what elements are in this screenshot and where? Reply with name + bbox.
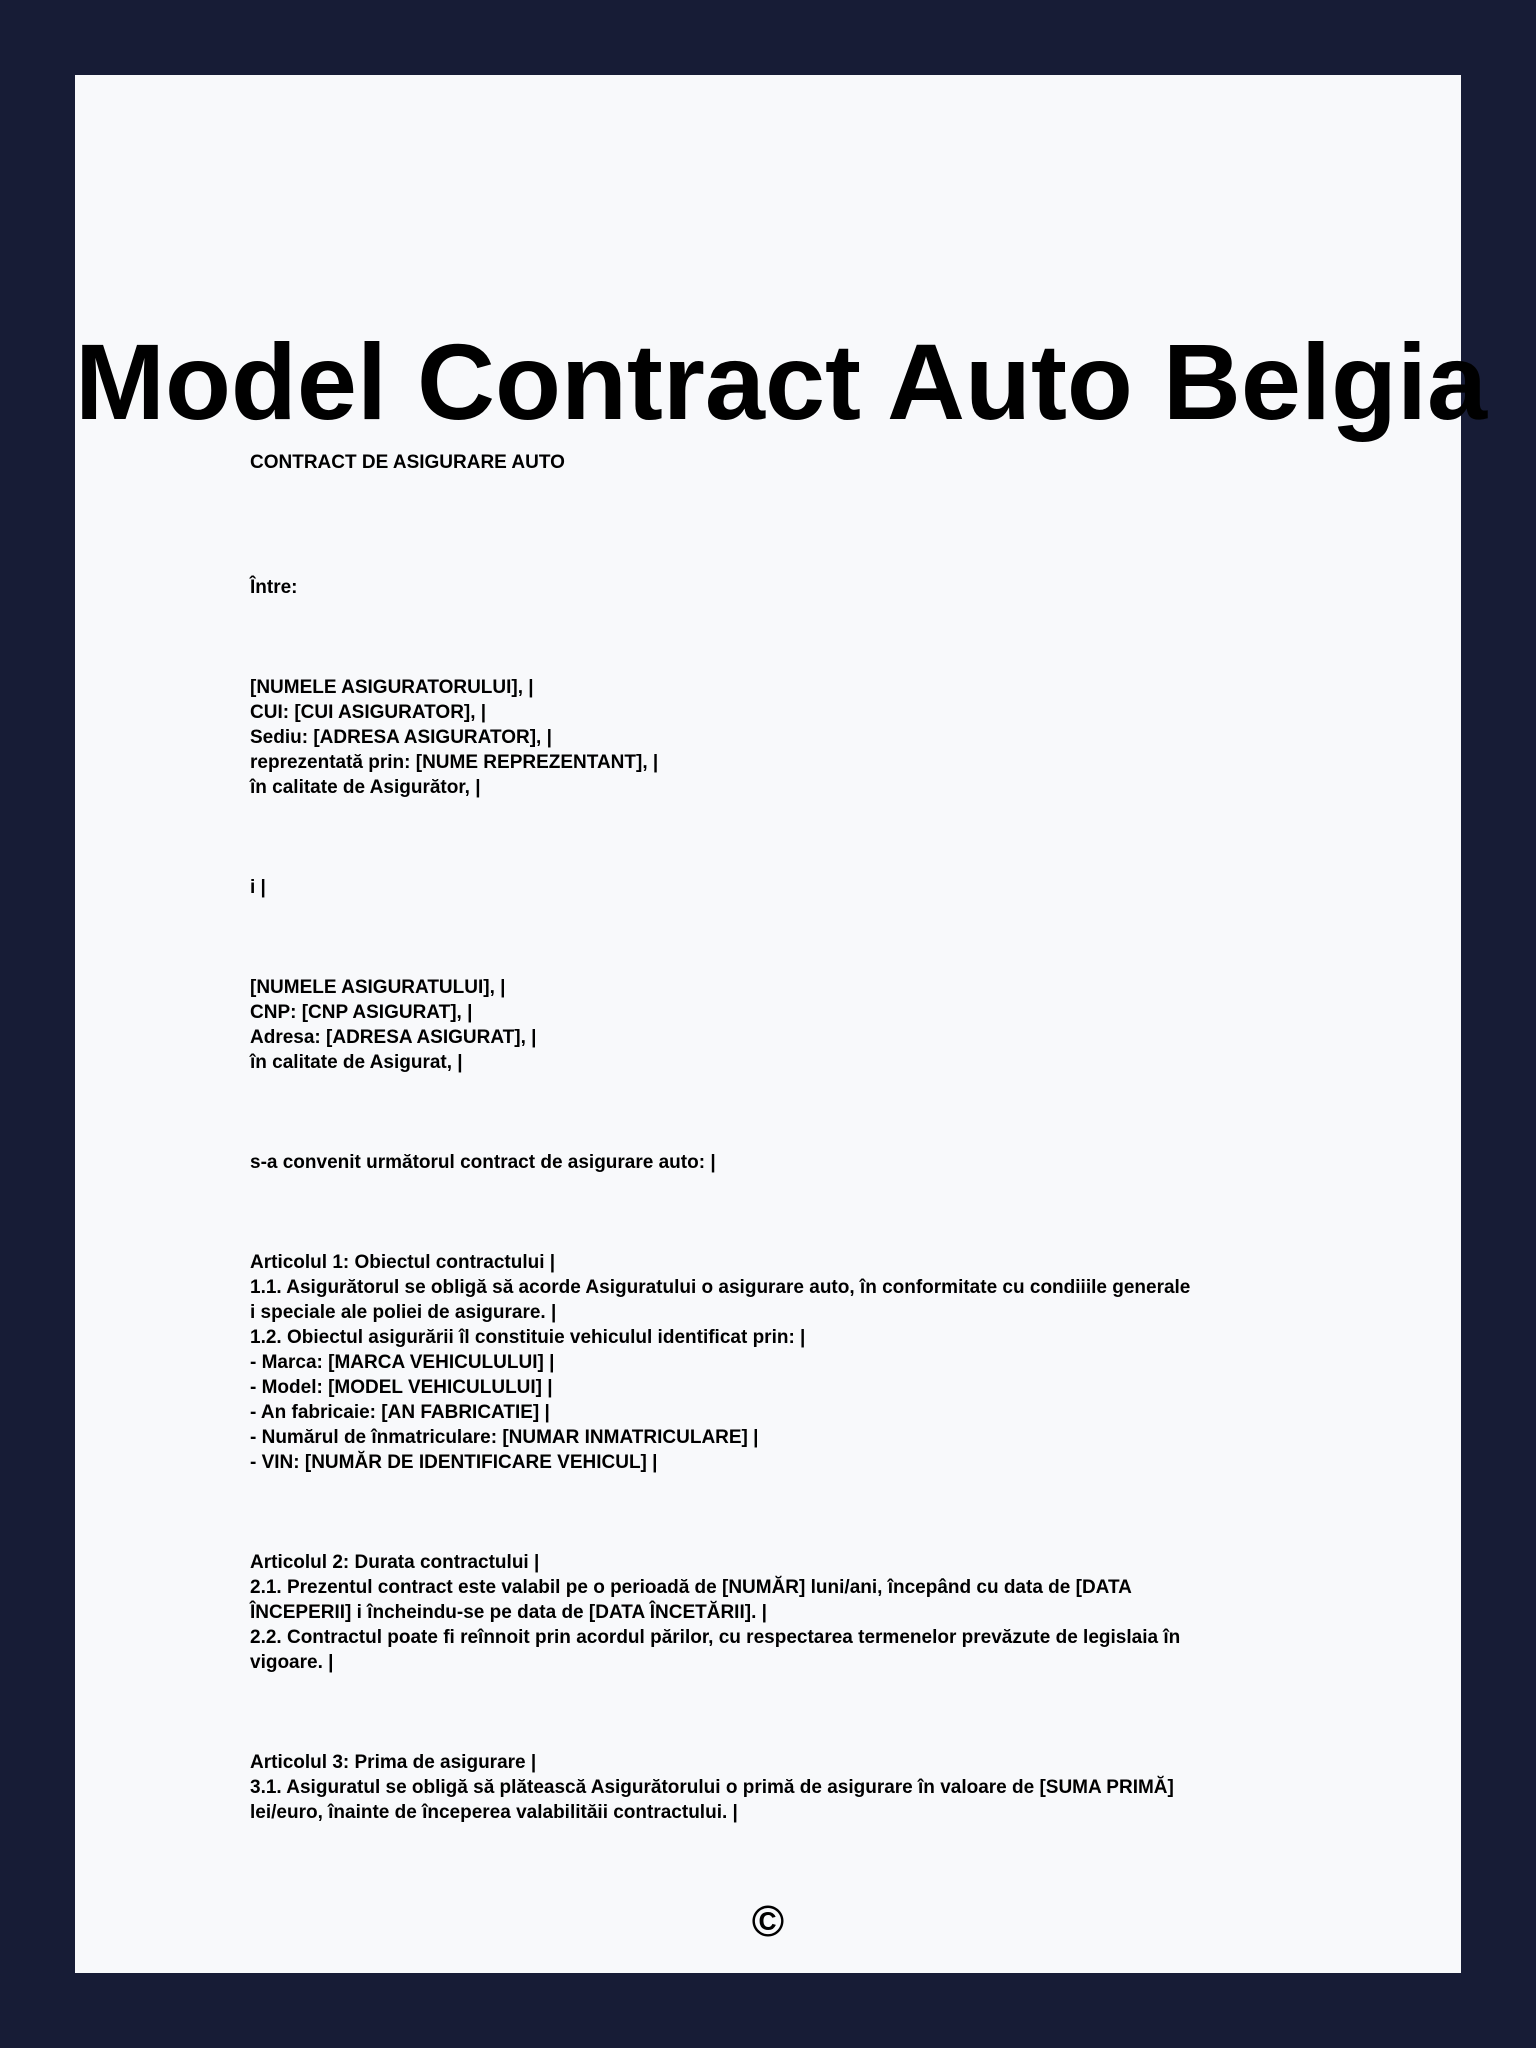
document-page [75,75,1488,1973]
copyright-icon: © [751,1897,785,1946]
article-1-line: - An fabricaie: [AN FABRICATIE] | [250,1402,550,1423]
article-1-line: - Model: [MODEL VEHICULULUI] | [250,1377,553,1398]
insured-block [250,975,1290,1075]
conjunction-text: i | [250,877,266,898]
article-3 [250,1750,1290,1825]
insurer-line: [NUMELE ASIGURATORULUI], | [250,677,534,698]
insured-line: [NUMELE ASIGURATULUI], | [250,977,506,998]
insured-line: Adresa: [ADRESA ASIGURAT], | [250,1027,537,1048]
article-2-line: ÎNCEPERII] i încheindu-se pe data de [DATA ÎNCETĂRII]. | [250,1602,767,1623]
article-1-line: i speciale ale poliei de asigurare. | [250,1302,557,1323]
insured-line: CNP: [CNP ASIGURAT], | [250,1002,473,1023]
insured-line: în calitate de Asigurat, | [250,1052,463,1073]
article-2-line: 2.1. Prezentul contract este valabil pe o perioadă de [NUMĂR] luni/ani, începând cu data de [DATA [250,1577,1132,1598]
insurer-line: în calitate de Asigurător, | [250,777,481,798]
article-2-line: 2.2. Contractul poate fi reînnoit prin acordul părilor, cu respectarea termenelor prevăzute de legislaia în [250,1627,1181,1648]
article-2-line: vigoare. | [250,1652,334,1673]
article-1-line: - Numărul de înmatriculare: [NUMAR INMATRICULARE] | [250,1427,759,1448]
article-1-line: 1.1. Asigurătorul se obligă să acorde Asiguratului o asigurare auto, în conformitate cu condiiile generale [250,1277,1191,1298]
article-3-line: 3.1. Asiguratul se obligă să plătească Asigurătorului o primă de asigurare în valoare de [SUMA PRIMĂ] [250,1777,1174,1798]
insurer-line: Sediu: [ADRESA ASIGURATOR], | [250,727,552,748]
agreement-text: s-a convenit următorul contract de asigurare auto: | [250,1152,716,1173]
article-1-line: - VIN: [NUMĂR DE IDENTIFICARE VEHICUL] | [250,1452,658,1473]
insurer-line: reprezentată prin: [NUME REPREZENTANT], | [250,752,659,773]
article-1-line: 1.2. Obiectul asigurării îl constituie vehiculul identificat prin: | [250,1327,806,1348]
article-2 [250,1550,1290,1675]
contract-heading: CONTRACT DE ASIGURARE AUTO [250,452,565,473]
intro-text: Între: [250,577,298,598]
insurer-line: CUI: [CUI ASIGURATOR], | [250,702,487,723]
article-3-line: lei/euro, înainte de începerea valabilităii contractului. | [250,1802,738,1823]
article-1-line: - Marca: [MARCA VEHICULULUI] | [250,1352,555,1373]
document-title: Model Contract Auto Belgia [75,321,1488,442]
article-1-line: Articolul 1: Obiectul contractului | [250,1252,556,1273]
article-3-line: Articolul 3: Prima de asigurare | [250,1752,537,1773]
article-2-line: Articolul 2: Durata contractului | [250,1552,540,1573]
article-1 [250,1250,1290,1475]
insurer-block [250,675,1290,800]
